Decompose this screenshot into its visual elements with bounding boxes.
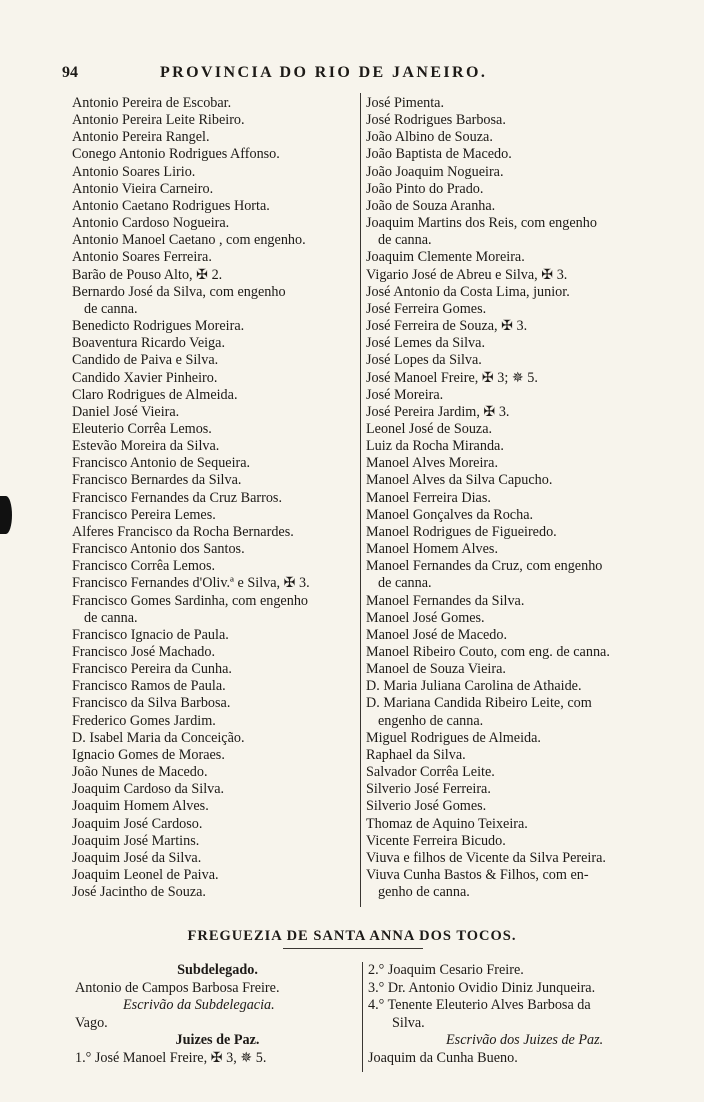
escrivao-subdelegacia-value: Vago. [75, 1014, 108, 1031]
list-item: Antonio Pereira de Escobar. [72, 95, 232, 111]
list-item: Francisco da Silva Barbosa. [72, 695, 231, 712]
juiz-item-continuation: Silva. [392, 1014, 425, 1031]
juiz-item: 4.° Tenente Eleuterio Alves Barbosa da [368, 997, 591, 1014]
list-item: Manoel Rodrigues de Figueiredo. [366, 523, 557, 540]
list-item: Francisco Pereira da Cunha. [72, 661, 232, 678]
list-item: José Pereira Jardim, ✠ 3. [366, 403, 510, 420]
list-item: Francisco Gomes Sardinha, com engenho [72, 592, 309, 609]
list-item-continuation: engenho de canna. [378, 712, 484, 729]
list-item: Bernardo José da Silva, com engenho [72, 283, 286, 300]
list-item: João Nunes de Macedo. [72, 764, 208, 781]
list-item: José Moreira. [366, 386, 444, 403]
list-item: Antonio Cardoso Nogueira. [72, 215, 230, 232]
list-item: Manoel José de Macedo. [366, 626, 508, 643]
list-item: Antonio Vieira Carneiro. [72, 180, 214, 197]
right-name-column [366, 95, 658, 901]
list-item: Antonio Manoel Caetano , com engenho. [72, 232, 306, 249]
subdelegado-heading: Subdelegado. [177, 962, 258, 978]
list-item: Joaquim Homem Alves. [72, 798, 209, 815]
section-title: FREGUEZIA DE SANTA ANNA DOS TOCOS. [187, 928, 517, 944]
list-item: Daniel José Vieira. [72, 403, 180, 420]
list-item: Francisco Antonio dos Santos. [72, 541, 245, 558]
list-item: Francisco Corrêa Lemos. [72, 558, 216, 575]
list-item: Thomaz de Aquino Teixeira. [366, 815, 528, 832]
list-item: Antonio Soares Ferreira. [72, 249, 212, 266]
list-item: Manoel Ribeiro Couto, com eng. de canna. [366, 644, 610, 660]
list-item-continuation: de canna. [378, 232, 432, 249]
list-item: Antonio Pereira Leite Ribeiro. [72, 112, 245, 129]
list-item: Manoel Homem Alves. [366, 541, 499, 558]
page-title: PROVINCIA DO RIO DE JANEIRO. [160, 64, 488, 81]
list-item: Manoel Fernandes da Cruz, com engenho [366, 558, 603, 575]
list-item: José Rodrigues Barbosa. [366, 112, 506, 129]
list-item: Manoel José Gomes. [366, 609, 485, 626]
list-item: Manoel Alves da Silva Capucho. [366, 472, 553, 489]
list-item: Alferes Francisco da Rocha Bernardes. [72, 523, 294, 540]
page-header [0, 64, 704, 86]
subdelegado-name: Antonio de Campos Barbosa Freire. [75, 979, 280, 996]
list-item: José Antonio da Costa Lima, junior. [366, 283, 570, 300]
section-column-divider [362, 962, 363, 1072]
list-item: João Albino de Souza. [366, 129, 493, 146]
list-item: Manoel Alves Moreira. [366, 455, 498, 472]
escrivao-subdelegacia-heading: Escrivão da Subdelegacia. [123, 997, 275, 1014]
list-item: Joaquim Leonel de Paiva. [72, 867, 219, 884]
list-item: Conego Antonio Rodrigues Affonso. [72, 146, 280, 163]
list-item: Francisco Pereira Lemes. [72, 506, 216, 523]
list-item: Francisco Ignacio de Paula. [72, 626, 229, 643]
list-item: Barão de Pouso Alto, ✠ 2. [72, 266, 223, 283]
list-item: D. Isabel Maria da Conceição. [72, 729, 245, 746]
list-item: Joaquim José Martins. [72, 832, 200, 849]
list-item: Vicente Ferreira Bicudo. [366, 832, 506, 849]
section-underline [283, 948, 423, 949]
list-item: Leonel José de Souza. [366, 420, 493, 437]
list-item: José Manoel Freire, ✠ 3; ✵ 5. [366, 369, 538, 386]
list-item: Eleuterio Corrêa Lemos. [72, 420, 212, 437]
list-item: Candido de Paiva e Silva. [72, 352, 219, 369]
list-item: Benedicto Rodrigues Moreira. [72, 318, 245, 335]
escrivao-juizes-heading: Escrivão dos Juizes de Paz. [446, 1032, 604, 1049]
list-item: Antonio Caetano Rodrigues Horta. [72, 197, 270, 214]
list-item: Silverio José Ferreira. [366, 781, 491, 798]
list-item: Manoel Ferreira Dias. [366, 489, 491, 506]
list-item: Francisco Ramos de Paula. [72, 678, 226, 695]
page-number: 94 [62, 64, 78, 81]
list-item: Antonio Soares Lirio. [72, 163, 196, 180]
left-name-column [72, 95, 362, 901]
list-item: Estevão Moreira da Silva. [72, 438, 220, 455]
list-item: Joaquim Cardoso da Silva. [72, 781, 225, 798]
list-item-continuation: de canna. [84, 300, 138, 317]
escrivao-juizes-name: Joaquim da Cunha Bueno. [368, 1049, 518, 1066]
juiz-item: 3.° Dr. Antonio Ovidio Diniz Junqueira. [368, 979, 596, 996]
list-item: Salvador Corrêa Leite. [366, 764, 495, 781]
section-right-column [368, 962, 660, 1068]
list-item: Joaquim José Cardoso. [72, 815, 203, 832]
list-item: Frederico Gomes Jardim. [72, 712, 216, 729]
list-item: João Pinto do Prado. [366, 180, 484, 197]
list-item: José Ferreira Gomes. [366, 300, 487, 317]
list-item: Viuva Cunha Bastos & Filhos, com en- [366, 867, 589, 884]
list-item-continuation: genho de canna. [378, 884, 470, 901]
list-item: D. Maria Juliana Carolina de Athaide. [366, 678, 582, 695]
list-item: José Pimenta. [366, 95, 445, 111]
list-item: Ignacio Gomes de Moraes. [72, 746, 225, 763]
list-item: Manoel de Souza Vieira. [366, 661, 506, 678]
list-item: João de Souza Aranha. [366, 197, 496, 214]
list-item: Francisco José Machado. [72, 644, 216, 660]
list-item: Joaquim José da Silva. [72, 849, 202, 866]
list-item: Francisco Antonio de Sequeira. [72, 455, 251, 472]
page-edge-mark [0, 496, 12, 534]
list-item: D. Mariana Candida Ribeiro Leite, com [366, 695, 592, 712]
list-item: Silverio José Gomes. [366, 798, 487, 815]
list-item: Manoel Fernandes da Silva. [366, 592, 525, 609]
juiz-item: 1.° José Manoel Freire, ✠ 3, ✵ 5. [75, 1049, 267, 1066]
list-item: José Jacintho de Souza. [72, 884, 206, 901]
list-item: José Ferreira de Souza, ✠ 3. [366, 318, 528, 335]
list-item: Luiz da Rocha Miranda. [366, 438, 504, 455]
list-item: João Joaquim Nogueira. [366, 163, 504, 180]
list-item: Miguel Rodrigues de Almeida. [366, 729, 541, 746]
list-item: Claro Rodrigues de Almeida. [72, 386, 238, 403]
list-item: Antonio Pereira Rangel. [72, 129, 210, 146]
juiz-item: 2.° Joaquim Cesario Freire. [368, 962, 524, 978]
list-item: Viuva e filhos de Vicente da Silva Pereira. [366, 849, 606, 866]
list-item: Manoel Gonçalves da Rocha. [366, 506, 534, 523]
list-item: Joaquim Clemente Moreira. [366, 249, 525, 266]
list-item: Francisco Fernandes d'Oliv.ª e Silva, ✠ 3. [72, 575, 310, 592]
list-item: Francisco Fernandes da Cruz Barros. [72, 489, 282, 506]
list-item: João Baptista de Macedo. [366, 146, 512, 163]
list-item: Raphael da Silva. [366, 746, 466, 763]
list-item: Joaquim Martins dos Reis, com engenho [366, 215, 597, 232]
list-item: Francisco Bernardes da Silva. [72, 472, 242, 489]
list-item: Vigario José de Abreu e Silva, ✠ 3. [366, 266, 568, 283]
list-item: José Lopes da Silva. [366, 352, 482, 369]
list-item: Boaventura Ricardo Veiga. [72, 335, 225, 352]
section-left-column [75, 962, 360, 1068]
list-item-continuation: de canna. [84, 609, 138, 626]
juizes-heading: Juizes de Paz. [175, 1032, 260, 1049]
list-item: José Lemes da Silva. [366, 335, 485, 352]
list-item-continuation: de canna. [378, 575, 432, 592]
list-item: Candido Xavier Pinheiro. [72, 369, 218, 386]
